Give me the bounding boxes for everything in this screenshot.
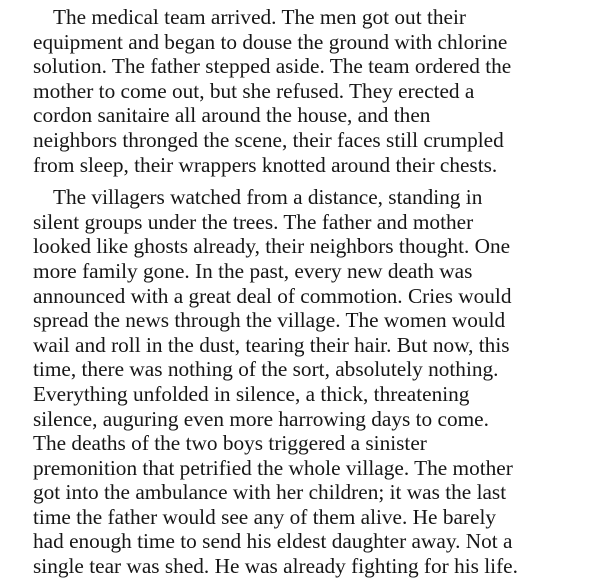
text-line: The villagers watched from a distance, standing in bbox=[53, 185, 483, 210]
text-line: premonition that petrified the whole village. The mother bbox=[33, 455, 513, 480]
text-line: equipment and began to douse the ground with chlorine bbox=[33, 29, 508, 54]
text-line: Everything unfolded in silence, a thick, threatening bbox=[33, 381, 470, 406]
text-line: spread the news through the village. The women would bbox=[33, 308, 506, 333]
text-line: cordon sanitaire all around the house, and then bbox=[33, 103, 431, 128]
text-line: solution. The father stepped aside. The team ordered the bbox=[33, 54, 512, 79]
text-line: more family gone. In the past, every new death was bbox=[33, 258, 473, 283]
text-line: looked like ghosts already, their neighbors thought. One bbox=[33, 234, 511, 259]
text-line: announced with a great deal of commotion. Cries would bbox=[33, 283, 512, 308]
text-line: mother to come out, but she refused. They erected a bbox=[33, 78, 475, 103]
text-line: silence, auguring even more harrowing days to come. bbox=[33, 406, 489, 431]
text-line: time, there was nothing of the sort, absolutely nothing. bbox=[33, 357, 499, 382]
text-line: wail and roll in the dust, tearing their hair. But now, this bbox=[33, 332, 510, 357]
text-line: had enough time to send his eldest daughter away. Not a bbox=[33, 529, 513, 554]
text-line: got into the ambulance with her children; it was the last bbox=[33, 480, 507, 505]
text-line: from sleep, their wrappers knotted around their chests. bbox=[33, 152, 498, 177]
text-line: time the father would see any of them alive. He barely bbox=[33, 504, 497, 529]
text-line: single tear was shed. He was already fighting for his life. bbox=[33, 554, 518, 579]
document-page bbox=[33, 5, 593, 579]
text-line: neighbors thronged the scene, their faces still crumpled bbox=[33, 127, 504, 152]
paragraph-2 bbox=[33, 185, 593, 579]
text-line: silent groups under the trees. The father and mother bbox=[33, 209, 474, 234]
text-line: The medical team arrived. The men got out their bbox=[53, 5, 466, 29]
text-line: The deaths of the two boys triggered a sinister bbox=[33, 431, 427, 456]
paragraph-1 bbox=[33, 5, 593, 177]
